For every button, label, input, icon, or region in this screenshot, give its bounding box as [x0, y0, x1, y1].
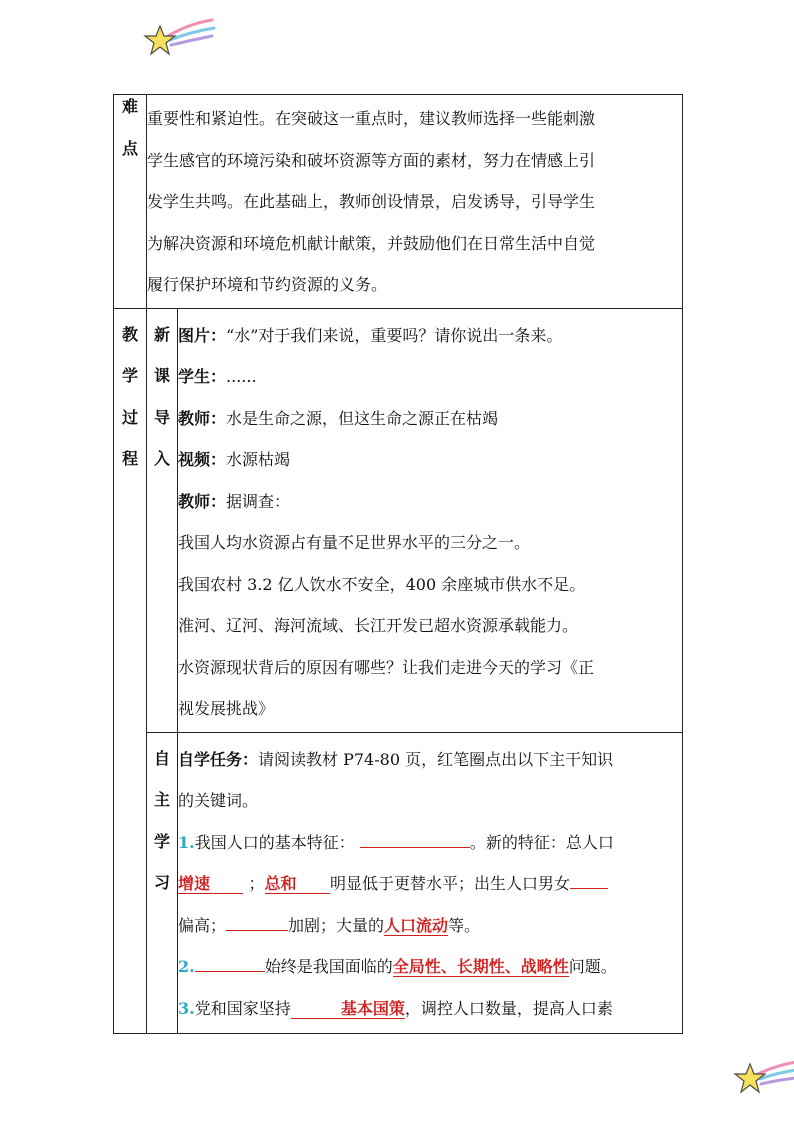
shooting-star-icon: [138, 14, 218, 62]
difficulty-content: 重要性和紧迫性。在突破这一重点时，建议教师选择一些能刺激 学生感官的环境污染和破坏资源等方面的素材，努力在情感上引 发学生共鸣。在此基础上，教师创设情景，启发诱导，引导学生 为解决资源和环境危机献计献策，并鼓励他们在日常生活中自觉 履行保护环境和节约资源的义务。: [147, 95, 683, 309]
shooting-star-icon: [728, 1050, 794, 1100]
teaching-process-label: 教 学 过 程: [114, 308, 147, 1033]
item-3: 3.党和国家坚持 基本国策，调控人口数量，提高人口素: [178, 998, 613, 1018]
introduction-row: [114, 308, 683, 732]
item-1-line-3: 偏高； 加剧；大量的人口流动等。: [178, 915, 481, 935]
item-1-line-2: 增速 ；总和 明显低于更替水平；出生人口男女: [178, 863, 682, 905]
blank-field: [226, 914, 288, 931]
item-2: 2. 始终是我国面临的全局性、长期性、战略性问题。: [178, 957, 617, 976]
item-1-line-1: 1.我国人口的基本特征： 。新的特征：总人口: [178, 832, 614, 852]
self-study-content: 自学任务：请阅读教材 P74-80 页，红笔圈点出以下主干知识 的关键词。 1.我国人口的基本特征： 。新的特征：总人口 增速 ；总和 明显低于更替水平；出生人口男女 偏高； 加剧；大量的人口流动等。 2. 始终是我国面临的全局性、长期性、战略性问题。 3.党和国家坚持 基本国策，调控人口数量，提高人口素: [178, 732, 683, 1033]
blank-field: [570, 872, 608, 889]
difficulty-row: [114, 95, 683, 309]
introduction-label: 新 课 导 入: [147, 308, 178, 732]
blank-field: [195, 955, 265, 972]
self-study-row: [114, 732, 683, 1033]
difficulty-label: 难 点: [114, 95, 147, 309]
blank-field: [360, 831, 470, 848]
lesson-plan-table: [113, 94, 683, 1034]
introduction-content: 图片：“水”对于我们来说，重要吗？请你说出一条来。 学生：...... 教师：水是生命之源，但这生命之源正在枯竭 视频：水源枯竭 教师：据调查： 我国人均水资源占有量不足世界水平的三分之一。 我国农村 3.2 亿人饮水不安全，400 余座城市供水不足。 淮河、辽河、海河流域、长江开发已超水资源承载能力。 水资源现状背后的原因有哪些？让我们走进今天的学习《正 视发展挑战》: [178, 308, 683, 732]
self-study-label: 自 主 学 习: [147, 732, 178, 1033]
